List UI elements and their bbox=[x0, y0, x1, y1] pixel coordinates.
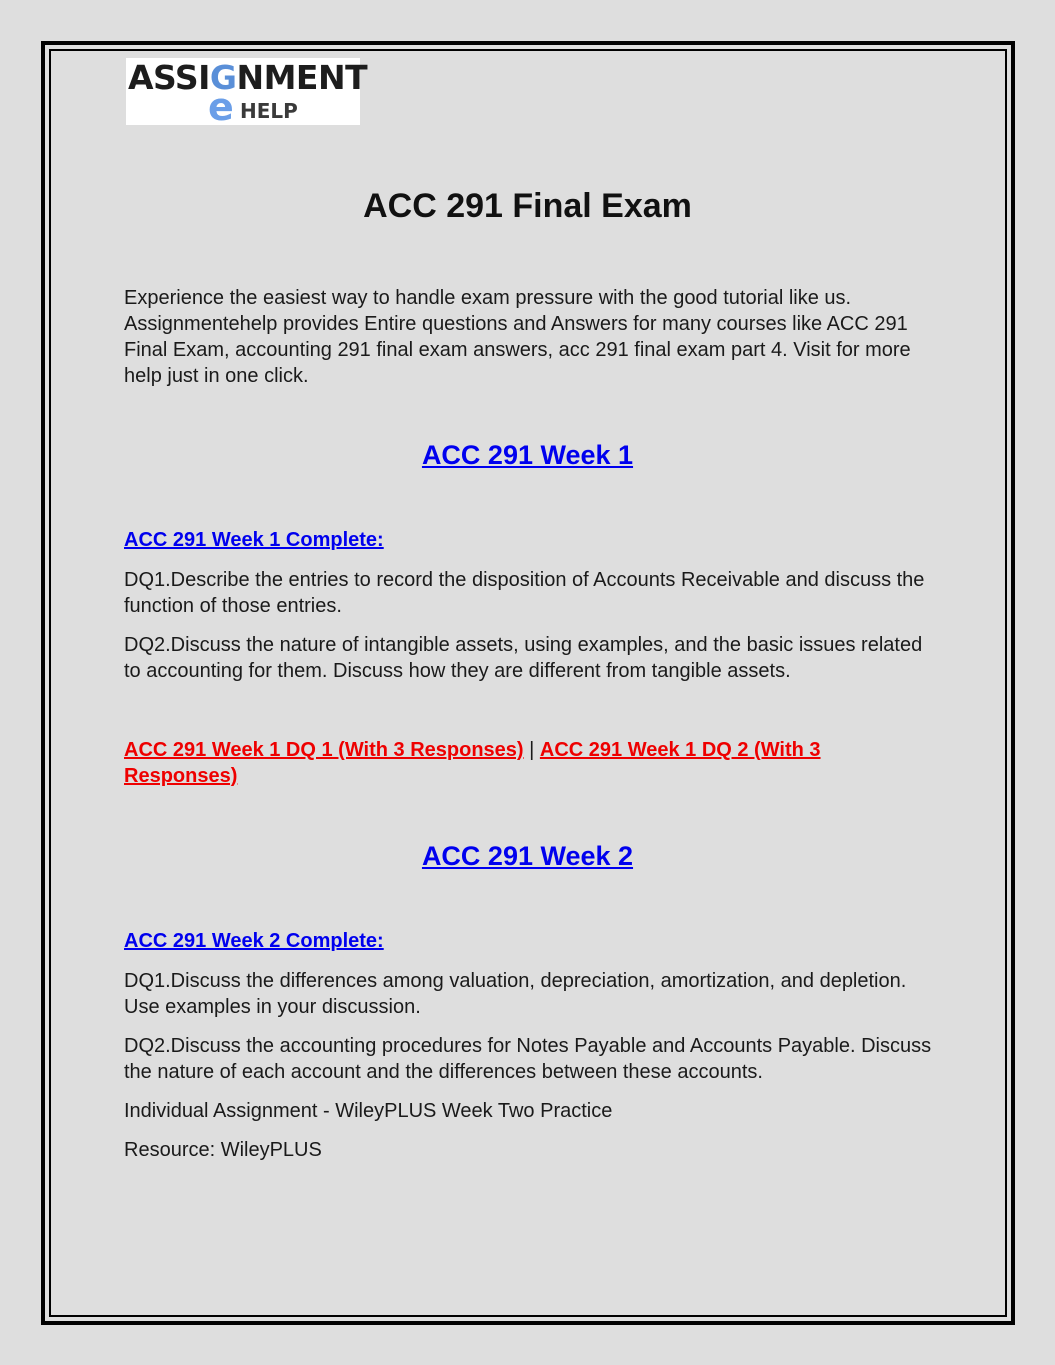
week1-dq-links bbox=[124, 737, 934, 789]
week1-section bbox=[124, 527, 934, 789]
week2-dq2: DQ2.Discuss the accounting procedures for Notes Payable and Accounts Payable. Discuss the nature of each account and the differences between these accounts. bbox=[124, 1035, 932, 1083]
logo-wordmark: ASSIGNMENT bbox=[128, 58, 368, 97]
week1-dq1: DQ1.Describe the entries to record the disposition of Accounts Receivable and discuss the function of those entries. bbox=[124, 569, 925, 617]
week1-complete-link[interactable]: ACC 291 Week 1 Complete: bbox=[124, 529, 384, 551]
assignment-e-help-logo[interactable] bbox=[126, 58, 368, 129]
week2-section bbox=[124, 928, 934, 1163]
logo-help-text: HELP bbox=[240, 99, 298, 123]
week2-dq1: DQ1.Discuss the differences among valuation, depreciation, amortization, and depletion. Use examples in your discussion. bbox=[124, 970, 907, 1018]
logo-e-letter: e bbox=[208, 85, 234, 129]
page-title: ACC 291 Final Exam bbox=[363, 187, 692, 225]
week2-resource: Resource: WileyPLUS bbox=[124, 1139, 322, 1161]
week2-assignment: Individual Assignment - WileyPLUS Week Two Practice bbox=[124, 1100, 613, 1122]
intro-paragraph: Experience the easiest way to handle exam pressure with the good tutorial like us. Assignmentehelp provides Entire questions and Answers for many courses like ACC 291 Final Exam, accounting 291 final exam answers, acc 291 final exam part 4. Visit for more help just in one click. bbox=[124, 287, 911, 387]
link-separator: | bbox=[523, 739, 540, 761]
intro-section bbox=[124, 285, 934, 389]
week2-heading-link[interactable]: ACC 291 Week 2 bbox=[421, 841, 634, 871]
week1-heading-link[interactable]: ACC 291 Week 1 bbox=[421, 440, 634, 470]
week1-dq2-link[interactable]: ACC 291 Week 1 DQ 2 (With 3 Responses) bbox=[124, 739, 821, 787]
week1-dq2: DQ2.Discuss the nature of intangible assets, using examples, and the basic issues related to accounting for them. Discuss how they are different from tangible assets. bbox=[124, 634, 923, 682]
week1-dq1-link[interactable]: ACC 291 Week 1 DQ 1 (With 3 Responses) bbox=[124, 739, 524, 761]
week2-complete-link[interactable]: ACC 291 Week 2 Complete: bbox=[124, 930, 384, 952]
